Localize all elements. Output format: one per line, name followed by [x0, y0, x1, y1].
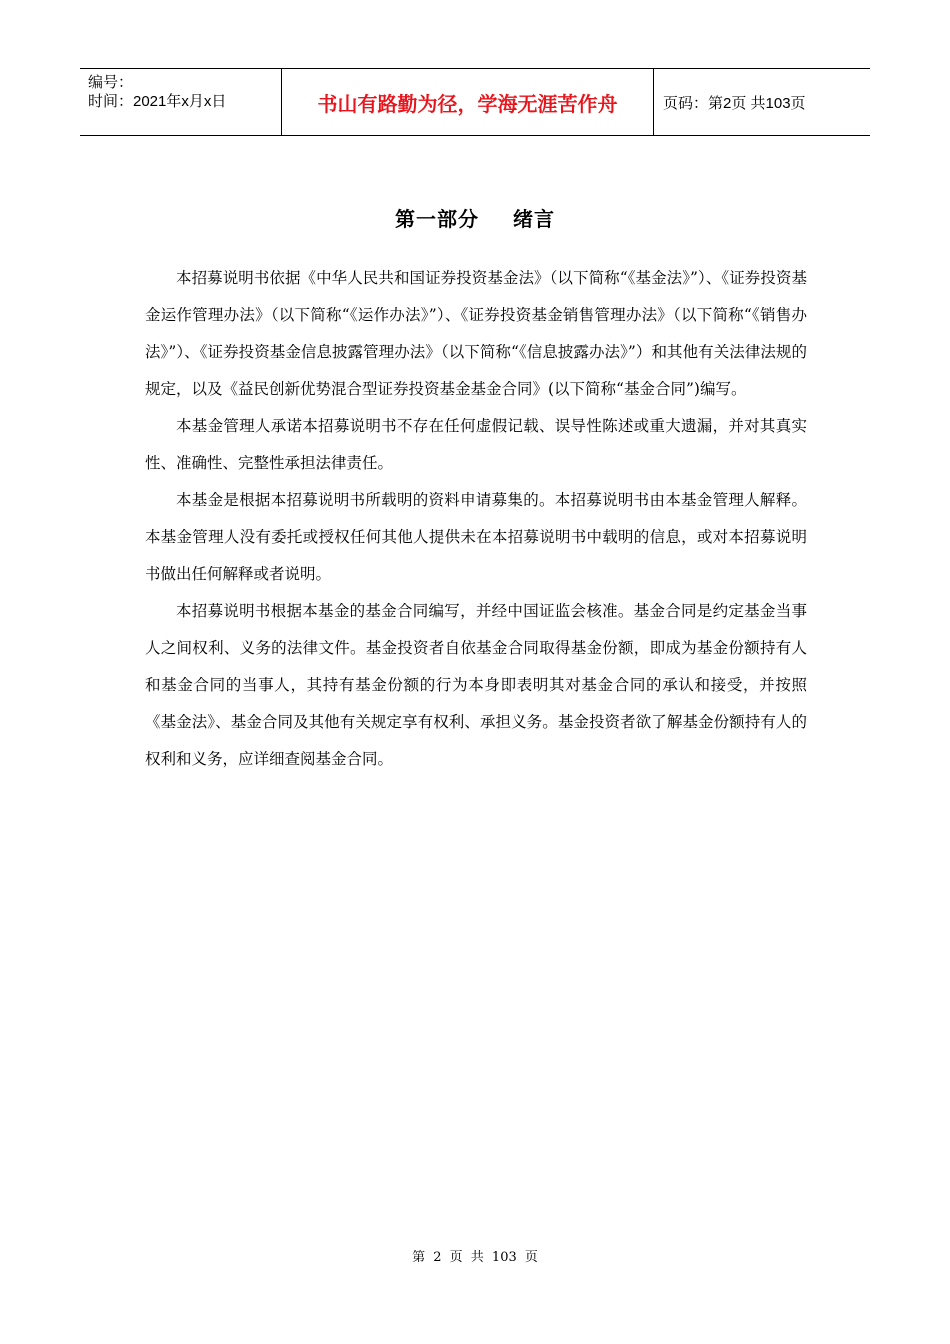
document-time-label: 时间：2021年x月x日	[88, 93, 227, 110]
paragraph: 本招募说明书根据本基金的基金合同编写，并经中国证监会核准。基金合同是约定基金当事人之间权利、义务的法律文件。基金投资者自依基金合同取得基金份额，即成为基金份额持有人和基金合同的当事人，其持有基金份额的行为本身即表明其对基金合同的承认和接受，并按照《基金法》、基金合同及其他有关规定享有权利、承担义务。基金投资者欲了解基金份额持有人的权利和义务，应详细查阅基金合同。	[145, 602, 807, 768]
section-title-name: 绪言	[513, 207, 555, 231]
document-number-label: 编号：	[88, 74, 134, 91]
header-page-cell	[654, 69, 870, 135]
header-meta-cell	[80, 69, 282, 135]
page-footer	[0, 1246, 950, 1265]
paragraph: 本招募说明书依据《中华人民共和国证券投资基金法》（以下简称“《基金法》”）、《证券投资基金运作管理办法》（以下简称“《运作办法》”）、《证券投资基金销售管理办法》（以下简称“《销售办法》”）、《证券投资基金信息披露管理办法》（以下简称“《信息披露办法》”）和其他有关法律法规的规定，以及《益民创新优势混合型证券投资基金基金合同》(以下简称“基金合同”)编写。	[145, 269, 807, 398]
paragraph: 本基金是根据本招募说明书所载明的资料申请募集的。本招募说明书由本基金管理人解释。本基金管理人没有委托或授权任何其他人提供未在本招募说明书中载明的信息，或对本招募说明书做出任何解释或者说明。	[145, 491, 807, 583]
header-motto-cell	[282, 69, 654, 135]
section-title	[0, 203, 950, 232]
header-motto: 书山有路勤为径，学海无涯苦作舟	[317, 91, 618, 116]
paragraph: 本基金管理人承诺本招募说明书不存在任何虚假记载、误导性陈述或重大遗漏，并对其真实性、准确性、完整性承担法律责任。	[145, 417, 807, 472]
page-header	[80, 68, 870, 136]
header-page-info: 页码：第2页 共103页	[663, 94, 806, 112]
document-body	[145, 260, 807, 778]
footer-page-number: 第 2 页 共 103 页	[412, 1250, 538, 1265]
section-title-part: 第一部分	[395, 207, 479, 231]
